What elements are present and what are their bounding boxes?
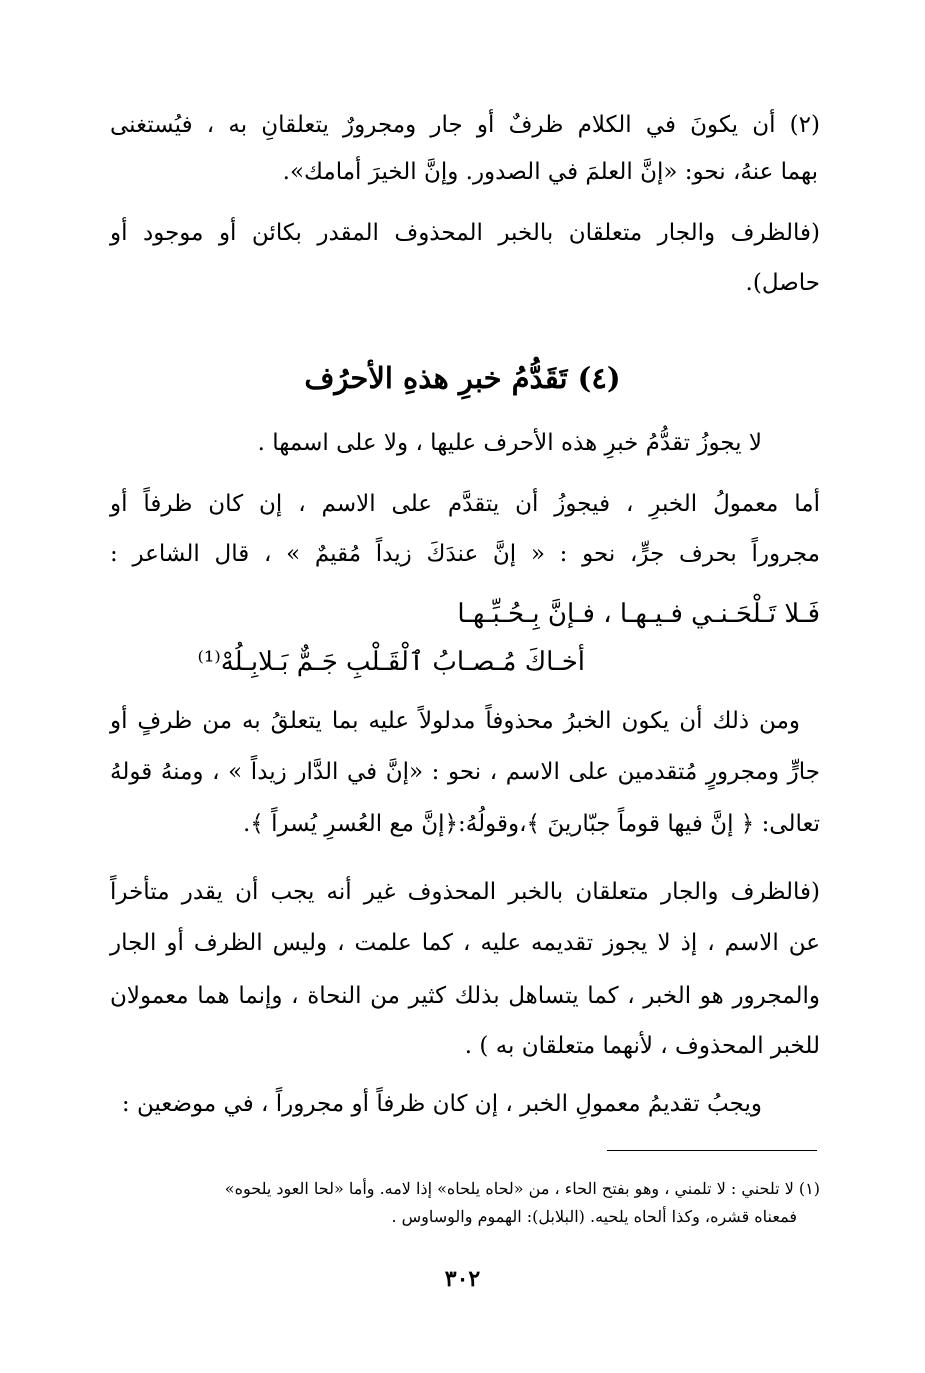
text-line: ومن ذلك أن يكون الخبرُ محذوفاً مدلولاً عليه بما يتعلقُ به من ظرفٍ أو [110, 708, 800, 734]
text-line: حاصل). [745, 270, 820, 296]
text-line: ويجبُ تقديمُ معمولِ الخبر ، إن كان ظرفاً أو مجروراً ، في موضعين : [121, 1091, 762, 1117]
text-line: أما معمولُ الخبرِ ، فيجوزُ أن يتقدَّم على الاسم ، إن كان ظرفاً أو [110, 491, 820, 517]
text-line: (فالظرف والجار متعلقان بالخبر المحذوف غير أنه يجب أن يقدر متأخراً [110, 879, 820, 905]
page-number: ٣٠٢ [444, 1266, 481, 1292]
footnote-line: فمعناه قشره، وكذا ألحاه يلحيه. (البلابل): الهموم والوساوس . [391, 1207, 797, 1226]
text-line: تعالى: ﴿ إنَّ فيها قوماً جبّارينَ ﴾،وقولُهُ:﴿إنَّ مع العُسرِ يُسراً ﴾. [242, 811, 820, 837]
section-heading: (٤) تَقَدُّمُ خبرِ هذهِ الأحرُف [304, 361, 621, 395]
text-line: لا يجوزُ تقدُّمُ خبرِ هذه الأحرف عليها ، ولا على اسمها . [257, 430, 762, 456]
footnote-separator [607, 1150, 817, 1151]
poem-verse-second-hemistich: أخـاكَ مُـصـابُ ٱلْقَـلْبِ جَـمٌّ بَـلابِـلُهْ⁽¹⁾ [197, 647, 585, 677]
text-line: مجروراً بحرف جرٍّ، نحو : « إنَّ عندَكَ زيداً مُقيمٌ » ، قال الشاعر : [110, 541, 820, 567]
text-line: عن الاسم ، إذ لا يجوز تقديمه عليه ، كما علمت ، وليس الظرف أو الجار [110, 930, 820, 956]
text-line: جارٍّ ومجرورٍ مُتقدمين على الاسم ، نحو : «إنَّ في الدَّار زيداً » ، ومنهُ قولهُ [110, 759, 820, 785]
text-line: (٢) أن يكونَ في الكلام ظرفٌ أو جار ومجرورٌ يتعلقانِ به ، فيُستغنى [110, 112, 820, 138]
text-line: للخبر المحذوف ، لأنهما متعلقان به ) . [464, 1033, 820, 1059]
footnote-line: (١) لا تلحني : لا تلمني ، وهو بفتح الحاء ، من «لحاه يلحاه» إذا لامه. وأما «لحا العود يلحوه» [224, 1179, 820, 1198]
text-line: بهما عنهُ، نحو: «إنَّ العلمَ في الصدور. وإنَّ الخيرَ أمامك». [282, 159, 818, 185]
poem-verse-first-hemistich: فَـلا تَـلْحَـنـي فـيـهـا ، فـإنَّ بِـحُـبِّـهـا [457, 599, 820, 629]
text-line: والمجرور هو الخبر ، كما يتساهل بذلك كثير من النحاة ، وإنما هما معمولان [110, 983, 820, 1009]
text-line: (فالظرف والجار متعلقان بالخبر المحذوف المقدر بكائن أو موجود أو [110, 220, 820, 246]
